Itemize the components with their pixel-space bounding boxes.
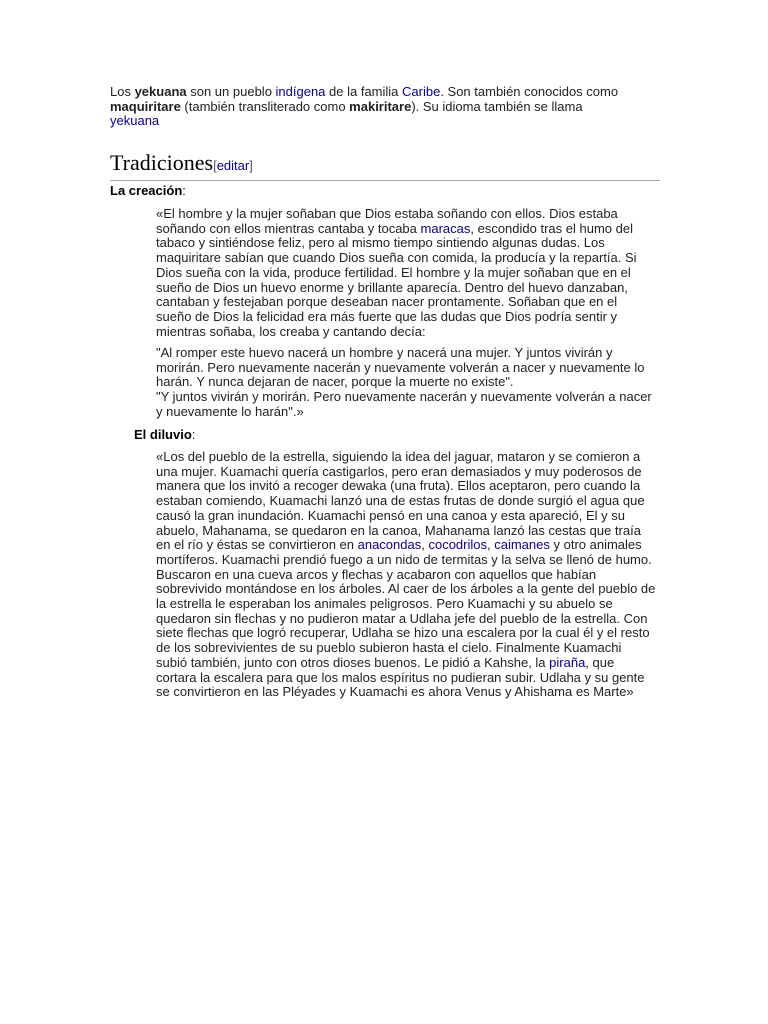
link-caribe[interactable]: Caribe: [402, 84, 441, 99]
intro-text: de la familia: [325, 84, 403, 99]
edit-section: [213, 158, 253, 173]
maquiritare-term: maquiritare: [110, 98, 181, 114]
intro-text: . Son también conocidos como: [440, 84, 619, 99]
diluvio-quote: [156, 450, 656, 700]
intro-text: son un pueblo: [186, 84, 276, 99]
creacion-label: La creación: [110, 183, 183, 198]
diluvio-text: «Los del pueblo de la estrella, siguiendo la idea del jaguar, mataron y se comieron a una mujer. Kuamachi quería castigarlos, pero eran demasiados y muy poderosos de manera que los invitó a recoger dewaka (una fruta). Ellos aceptaron, pero cuando la estaban comiendo, Kuamachi lanzó una de estas frutas de donde surgió el agua que causó la gran inundación. Kuamachi pensó en una canoa y esta apareció, El y su abuelo, Mahanama, se quedaron en la canoa, Mahanama lanzó las cestas que traía en el río y éstas se convirtieron en: [156, 449, 645, 553]
creacion-quote: [156, 207, 656, 339]
creacion-paragraph-2: "Al romper este huevo nacerá un hombre y nacerá una mujer. Y juntos vivirán y morirán. Pero nuevamente nacerán y nuevamente volverán a nacer y nuevamente lo harán. Y nunca dejaran de nacer, porque la muerte no existe".: [156, 345, 645, 390]
link-yekuana[interactable]: yekuana: [110, 113, 160, 129]
intro-paragraph: [110, 85, 620, 129]
link-caimanes[interactable]: caimanes: [494, 537, 550, 553]
diluvio-colon: :: [191, 427, 196, 442]
diluvio-label: El diluvio: [134, 427, 192, 442]
intro-text: ). Su idioma también se llama: [411, 98, 583, 114]
section-title: Tradiciones: [110, 150, 214, 175]
diluvio-text: , que cortara la escalera para que los malos espíritus no pudieran subir. Udlaha y su gente se convirtieron en las Pléyades y Kuamachi es ahora Venus y Ahishama es Marte»: [156, 654, 645, 700]
creacion-text: «El hombre y la mujer soñaban que Dios estaba soñando con ellos. Dios estaba soñando con ellos mientras cantaba y tocaba: [156, 206, 618, 236]
creacion-colon: :: [182, 183, 186, 198]
link-pirana[interactable]: piraña: [549, 654, 586, 670]
section-heading-tradiciones: [110, 150, 660, 181]
link-maracas[interactable]: maracas: [420, 220, 471, 236]
makiritare-term: makiritare: [349, 98, 412, 114]
creacion-paragraph-3: "Y juntos vivirán y morirán. Pero nuevamente nacerán y nuevamente volverán a nacer y nuevamente lo harán".»: [156, 389, 652, 419]
edit-link[interactable]: editar: [216, 158, 250, 173]
yekuana-term: yekuana: [134, 84, 187, 99]
edit-bracket-close: ]: [249, 158, 253, 173]
diluvio-term: [134, 428, 195, 443]
intro-text: (también transliterado como: [180, 98, 350, 114]
link-anacondas[interactable]: anacondas: [357, 537, 422, 553]
creacion-text: , escondido tras el humo del tabaco y sintiéndose feliz, pero al mismo tiempo sintiendo algunas dudas. Los maquiritare sabían que cuando Dios sueña con comida, la producía y la repartía. Si Dios sueña con la vida, produce fertilidad. El hombre y la mujer soñaban que en el sueño de Dios un huevo enorme y brillante aparecía. Dentro del huevo danzaban, cantaban y festejaban porque deseaban nacer prontamente. Soñaban que en el sueño de Dios la felicidad era más fuerte que las dudas que Dios podría sentir y mientras soñaba, los creaba y cantando decía:: [156, 220, 637, 339]
link-cocodrilos[interactable]: cocodrilos: [428, 537, 487, 553]
diluvio-text: y otro animales mortíferos. Kuamachi prendió fuego a un nido de termitas y la selva se llenó de humo. Buscaron en una cueva arcos y flechas y acabaron con aquellos que habían sobrevivido montándose en los árboles. Al caer de los árboles a la gente del pueblo de la estrella le esperaban los animales peligrosos. Pero Kuamachi y su abuelo se quedaron sin flechas y no pudieron matar a Udlaha jefe del pueblo de la estrella. Con siete flechas que logró recuperar, Udlaha se hizo una escalera por la cual él y el resto de los sobrevivientes de su pueblo subieron hasta el cielo. Finalmente Kuamachi subió también, junto con otros dioses buenos. Le pidió a Kahshe, la: [156, 537, 656, 670]
diluvio-separator: ,: [487, 537, 495, 553]
link-indigena[interactable]: indígena: [275, 84, 326, 99]
edit-bracket-open: [: [213, 158, 217, 173]
creacion-quote-continued: [156, 346, 656, 420]
diluvio-separator: ,: [421, 537, 429, 553]
creacion-term: [110, 184, 186, 199]
intro-text: Los: [110, 84, 135, 99]
